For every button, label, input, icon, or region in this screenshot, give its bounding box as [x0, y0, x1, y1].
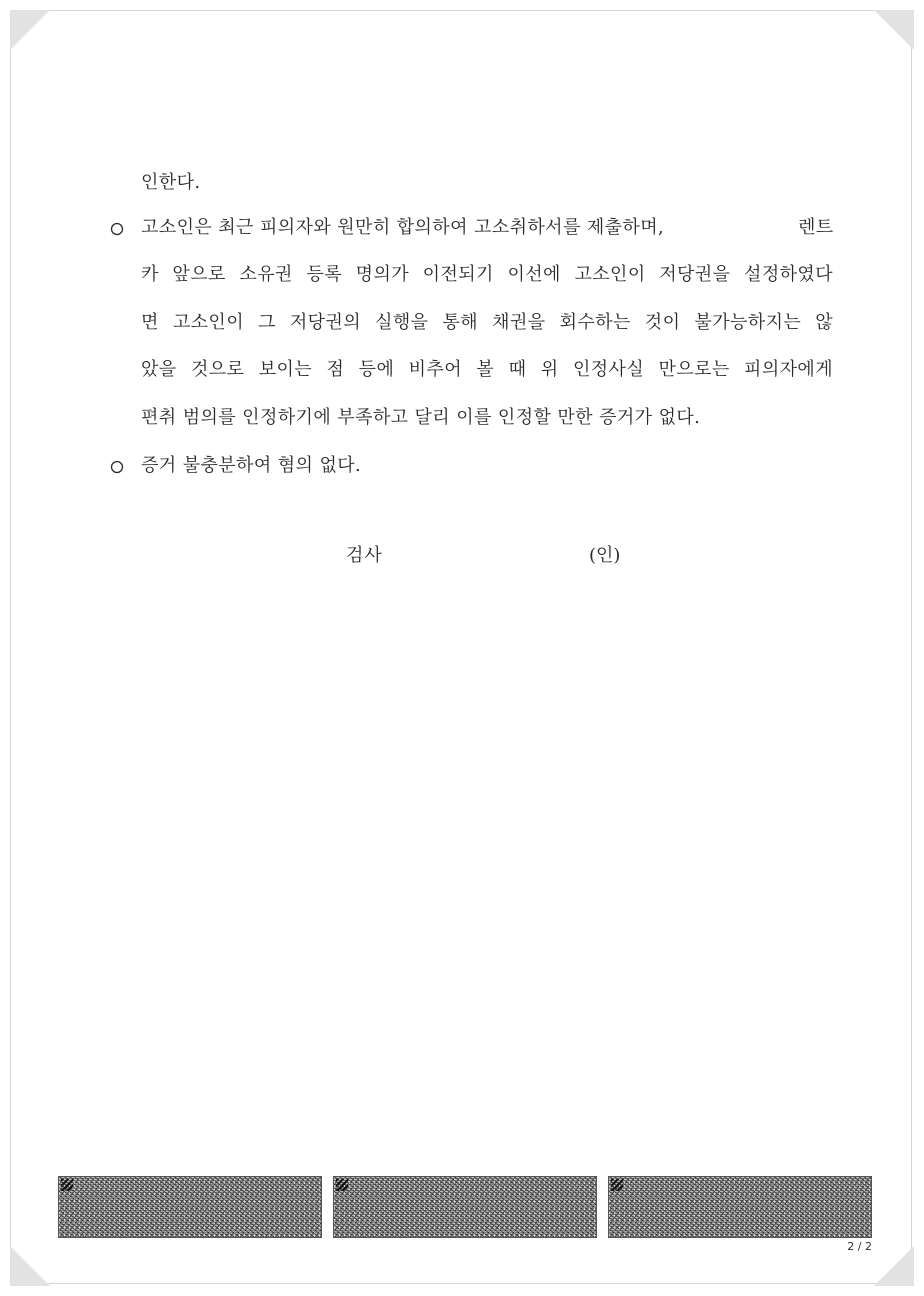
circle-bullet-icon: [110, 460, 126, 476]
paragraph-line-end: 렌트: [798, 217, 834, 238]
seal-mark: (인): [589, 545, 621, 566]
paragraph-line: 카 앞으로 소유권 등록 명의가 이전되기 이선에 고소인이 저당권을 설정하였다: [141, 264, 833, 285]
paragraph-line: 인한다.: [141, 172, 201, 193]
barcode-block: [608, 1176, 872, 1238]
paragraph-line: 았을 것으로 보이는 점 등에 비추어 볼 때 위 인정사실 만으로는 피의자에게: [141, 359, 833, 380]
document-page: [10, 10, 912, 1284]
barcode-block: [333, 1176, 597, 1238]
page-corner-fold: [10, 1246, 50, 1286]
paragraph-line: 면 고소인이 그 저당권의 실행을 통해 채권을 회수하는 것이 불가능하지는 않: [141, 312, 833, 333]
paragraph-line: 편취 범의를 인정하기에 부족하고 달리 이를 인정할 만한 증거가 없다.: [141, 407, 701, 428]
page-number: 2 / 2: [847, 1240, 872, 1253]
barcode-block: [58, 1176, 322, 1238]
page-corner-fold: [874, 10, 914, 50]
paragraph-line: 증거 불충분하여 혐의 없다.: [141, 455, 362, 476]
circle-bullet-icon: [110, 222, 126, 238]
page-corner-fold: [874, 1246, 914, 1286]
prosecutor-label: 검사: [346, 545, 383, 566]
page-corner-fold: [10, 10, 50, 50]
paragraph-line: 고소인은 최근 피의자와 원만히 합의하여 고소취하서를 제출하며,: [141, 217, 665, 238]
